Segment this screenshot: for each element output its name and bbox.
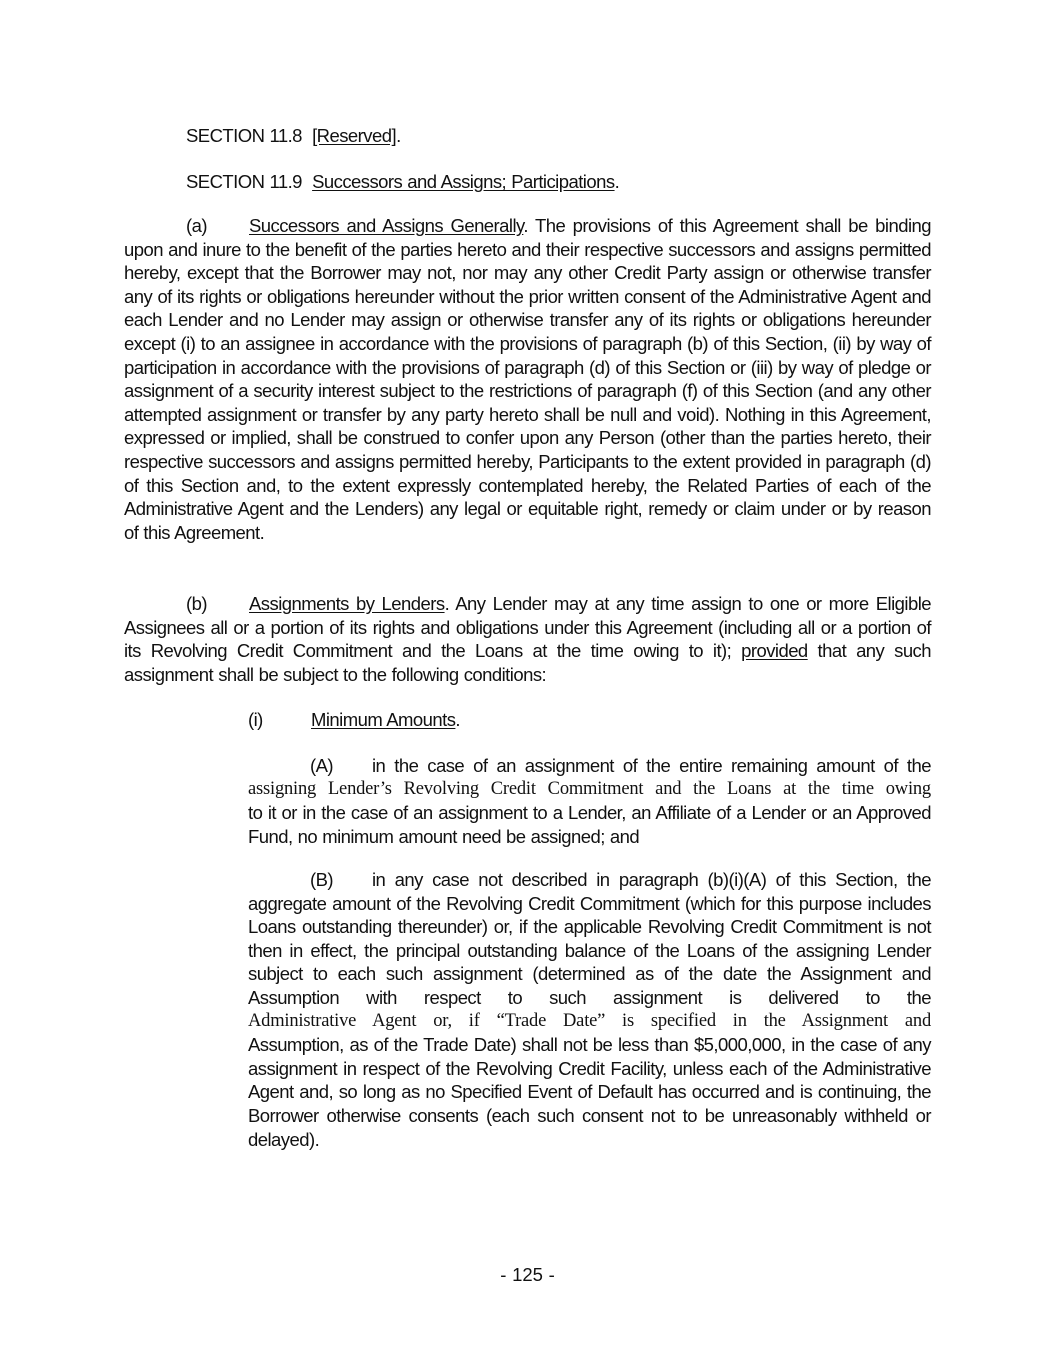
section-11-8-heading [186,124,401,148]
paragraph-first-line [248,754,931,778]
paragraph-text: in any case not described in paragraph (b)(i)(A) of this Section, the aggregate amount of the Revolving Credit Commitment (which for this purpose includes Loans outstanding thereunder) or, if the applicable Revolving Credit Commitment is not then in effect, the principal outstanding balance of the Loans of the assigning Lender subject to each such assignment (determined as of the date the Assignment and Assumption with respect to such assignment is delivered to the [248,869,931,1008]
paragraph-text-part1 [248,868,931,1010]
section-title-period: . [614,171,620,192]
paragraph-text: in the case of an assignment of the entire remaining amount of the [372,755,931,776]
paragraph-body: . The provisions of this Agreement shall be binding upon and inure to the benefit of the parties hereto and their respective successors and assigns permitted hereby, except that the Borrower may not, nor may any other Credit Party assign or otherwise transfer any of its rights or obligations hereunder without the prior written consent of the Administrative Agent and each Lender and no Lender may assign or otherwise transfer any of its rights or obligations hereunder except (i) to an assignee in accordance with the provisions of paragraph (b) of this Section, (ii) by way of participation in accordance with the provisions of paragraph (d) of this Section or (iii) by way of pledge or assignment of a security interest subject to the restrictions of paragraph (f) of this Section (and any other attempted assignment or transfer by any party hereto shall be null and void). Nothing in this Agreement, expressed or implied, shall be construed to confer upon any Person (other than the parties hereto, their respective successors and assigns permitted hereby, Participants to the extent provided in paragraph (d) of this Section and, to the extent expressly contemplated hereby, the Related Parties of each of the Administrative Agent and the Lenders) any legal or equitable right, remedy or claim under or by reason of this Agreement. [124,215,931,543]
section-number: SECTION 11.9 [186,171,302,192]
paragraph-label: (b) [186,593,207,614]
paragraph-label: (a) [186,215,207,236]
section-title: [Reserved] [312,125,397,146]
paragraph-heading: Successors and Assigns Generally [249,215,524,236]
paragraph-a [124,214,931,544]
paragraph-label: (A) [310,755,334,776]
paragraph-heading: Minimum Amounts [311,709,456,730]
paragraph-serif-line: Administrative Agent or, if “Trade Date” is specified in the Assignment and [248,1010,931,1031]
paragraph-b [124,592,931,686]
paragraph-label: (i) [248,709,263,730]
provided-term: provided [741,640,808,662]
page-number: - 125 - [500,1264,555,1285]
paragraph-b-i-A [248,754,931,848]
paragraph-label: (B) [310,869,334,890]
paragraph-body-cont: that any such assignment shall be subject to the following conditions: [124,640,931,685]
paragraph-body: . Any Lender may at any time assign to one or more Eligible Assignees all or a portion of its rights and obligations under this Agreement (including all or a portion of its Revolving Credit Commitment and the Loans at the time owing to it); [124,593,931,662]
section-title: Successors and Assigns; Participations [312,171,615,192]
paragraph-serif-line: assigning Lender’s Revolving Credit Commitment and the Loans at the time owing [248,778,931,799]
paragraph-heading: Assignments by Lenders [249,593,445,614]
section-11-9-heading [186,170,619,194]
heading-period: . [455,709,460,730]
section-title-period: . [396,125,401,146]
paragraph-b-i [248,708,460,732]
paragraph-text-rest: to it or in the case of an assignment to a Lender, an Affiliate of a Lender or an Approved Fund, no minimum amount need be assigned; and [248,802,931,847]
paragraph-b-i-B [248,868,931,1151]
paragraph-text-part2: Assumption, as of the Trade Date) shall not be less than $5,000,000, in the case of any assignment in respect of the Revolving Credit Facility, unless each of the Administrative Agent and, so long as no Specified Event of Default has occurred and is continuing, the Borrower otherwise consents (each such consent not to be unreasonably withheld or delayed). [248,1034,931,1150]
section-number: SECTION 11.8 [186,125,302,146]
